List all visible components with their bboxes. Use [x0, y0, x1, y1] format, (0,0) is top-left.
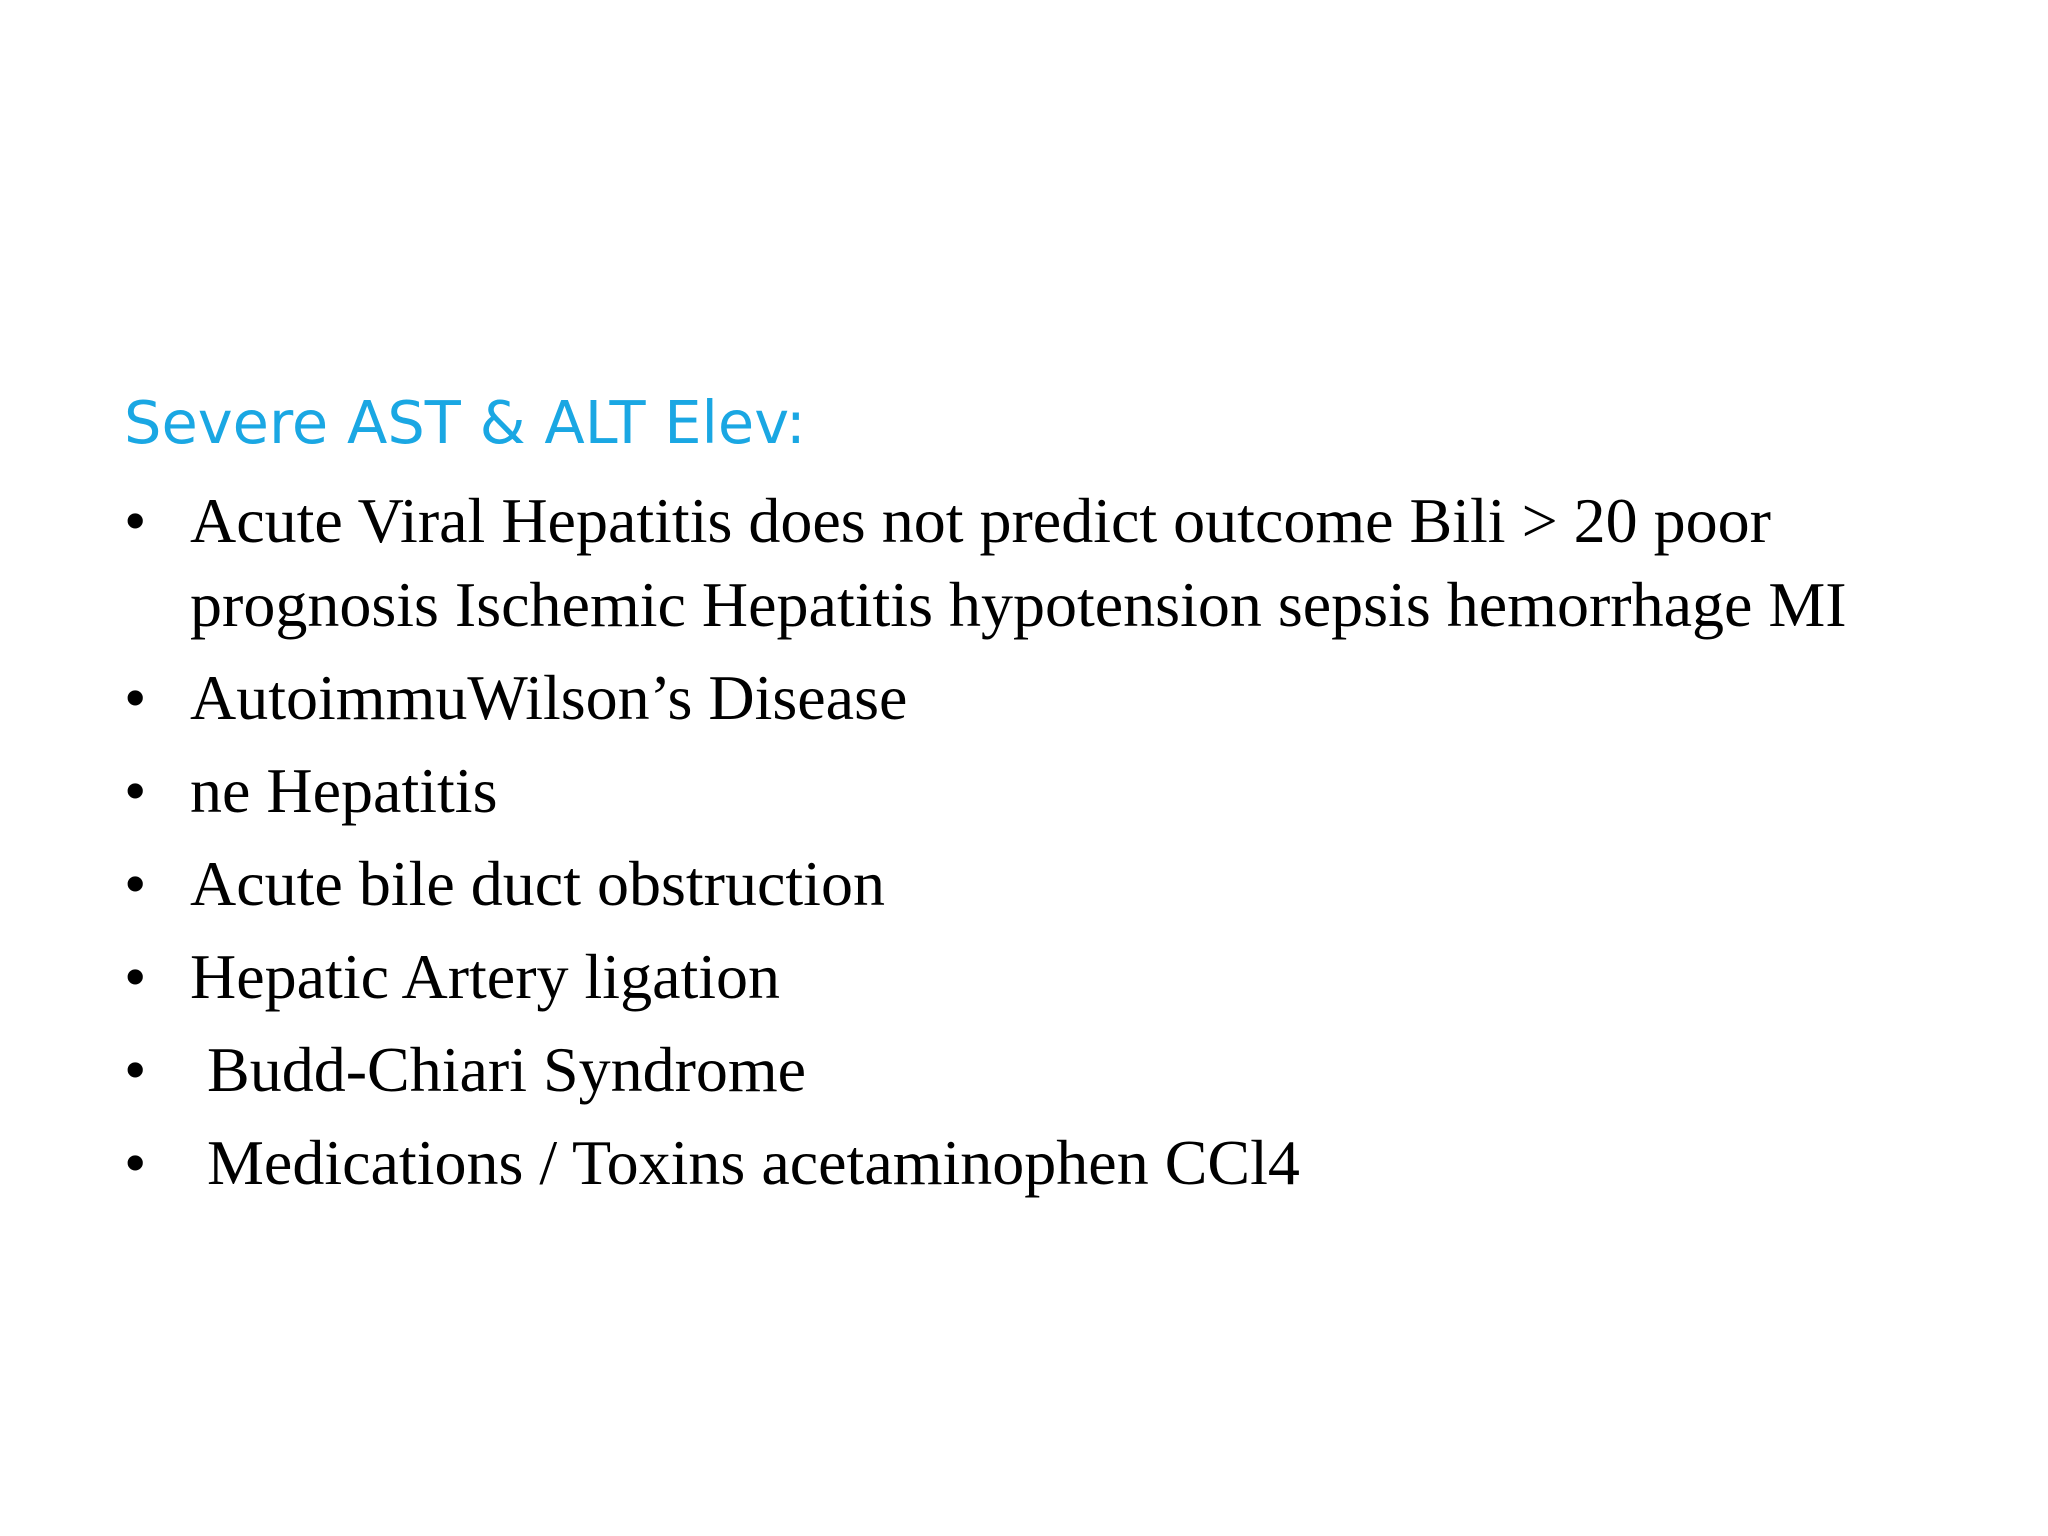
list-item-text: Budd-Chiari Syndrome [207, 1034, 807, 1105]
bullet-icon: • [124, 662, 147, 733]
slide-heading: Severe AST & ALT Elev: [124, 388, 806, 457]
bullet-icon: • [124, 848, 147, 919]
list-item-text-line: Acute Viral Hepatitis does not predict outcome Bili > 20 poor [190, 485, 1771, 556]
list-item-text-line: prognosis Ischemic Hepatitis hypotension sepsis hemorrhage MI [190, 569, 1847, 640]
list-item-text: Medications / Toxins acetaminophen CCl4 [207, 1127, 1300, 1198]
bullet-icon: • [124, 485, 147, 556]
list-item-text: Acute bile duct obstruction [190, 848, 885, 919]
bullet-icon: • [124, 1127, 147, 1198]
list-item-text: Hepatic Artery ligation [190, 941, 781, 1012]
bullet-icon: • [124, 941, 147, 1012]
bullet-icon: • [124, 755, 147, 826]
list-item-text: ne Hepatitis [190, 755, 498, 826]
bullet-icon: • [124, 1034, 147, 1105]
list-item-text: AutoimmuWilson’s Disease [190, 662, 908, 733]
